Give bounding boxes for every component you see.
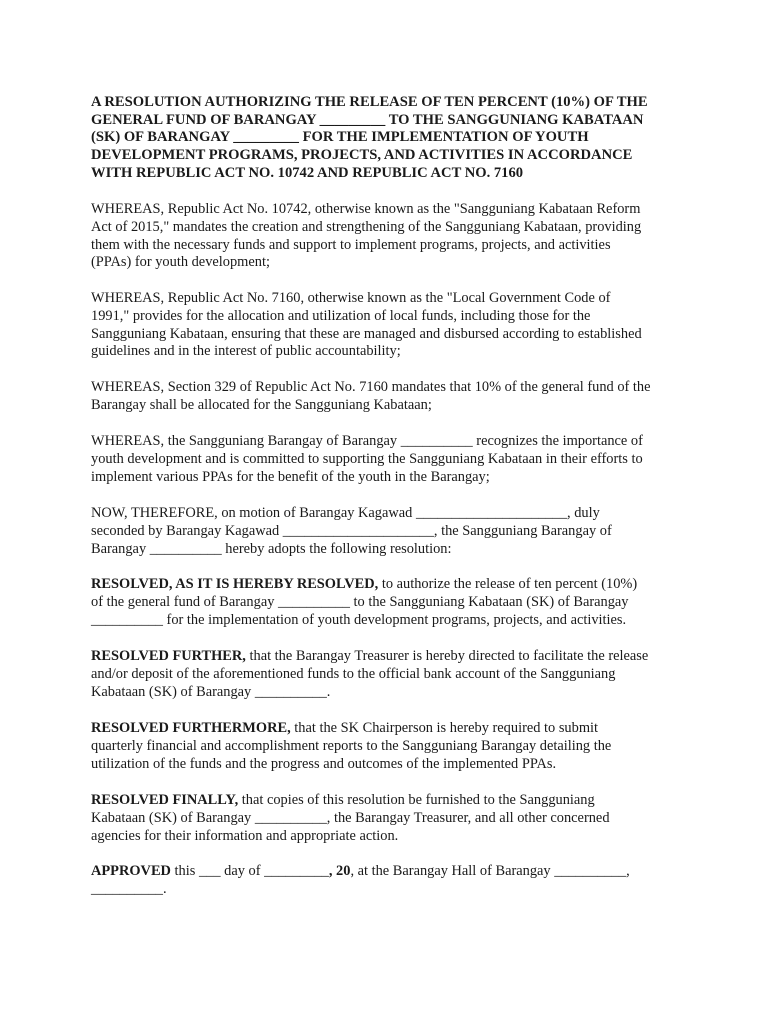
paragraph-line: WHEREAS, the Sangguniang Barangay of Barangay __________ recognizes the importance of	[91, 433, 643, 449]
paragraph-text: that the Barangay Treasurer is hereby directed to facilitate the release	[245, 648, 649, 664]
paragraph-line: (PPAs) for youth development;	[91, 254, 270, 271]
paragraph-line: __________.	[91, 880, 167, 897]
paragraph-line	[91, 576, 691, 594]
resolved-lead: RESOLVED FURTHERMORE,	[91, 720, 291, 736]
paragraph-line: utilization of the funds and the progress and outcomes of the implemented PPAs.	[91, 755, 557, 772]
paragraph-line: seconded by Barangay Kagawad _____________________, the Sangguniang Barangay of	[91, 522, 612, 539]
approved-lead: APPROVED	[91, 863, 171, 879]
paragraph-line: WHEREAS, Republic Act No. 7160, otherwise known as the "Local Government Code of	[91, 290, 611, 306]
paragraph-line	[91, 648, 691, 666]
whereas-paragraph-1	[91, 201, 691, 272]
paragraph-line: agencies for their information and appropriate action.	[91, 827, 399, 844]
paragraph-text: that copies of this resolution be furnished to the Sangguniang	[238, 792, 595, 808]
resolved-lead: RESOLVED FURTHER,	[91, 648, 246, 664]
paragraph-line	[91, 792, 691, 810]
paragraph-line: Barangay __________ hereby adopts the following resolution:	[91, 540, 452, 557]
paragraph-line: NOW, THEREFORE, on motion of Barangay Kagawad _____________________, duly	[91, 505, 600, 521]
title-line: GENERAL FUND OF BARANGAY _________ TO THE SANGGUNIANG KABATAAN	[91, 111, 644, 128]
paragraph-line: WHEREAS, Republic Act No. 10742, otherwise known as the "Sangguniang Kabataan Reform	[91, 201, 641, 217]
paragraph-line: Barangay shall be allocated for the Sangguniang Kabataan;	[91, 396, 432, 413]
paragraph-line: youth development and is committed to supporting the Sangguniang Kabataan in their efforts to	[91, 450, 643, 467]
now-therefore-paragraph	[91, 505, 691, 558]
resolved-lead: RESOLVED, AS IT IS HEREBY RESOLVED,	[91, 576, 379, 592]
paragraph-text: to authorize the release of ten percent (10%)	[378, 576, 638, 592]
resolved-lead: RESOLVED FINALLY,	[91, 792, 239, 808]
resolved-paragraph-1	[91, 576, 691, 629]
paragraph-line: them with the necessary funds and support to implement programs, projects, and activities	[91, 236, 611, 253]
paragraph-line: guidelines and in the interest of public accountability;	[91, 343, 401, 360]
whereas-paragraph-2	[91, 290, 691, 361]
approved-year: , 20	[328, 863, 351, 879]
paragraph-line: 1991," provides for the allocation and utilization of local funds, including those for the	[91, 307, 591, 324]
paragraph-line: __________ for the implementation of youth development programs, projects, and activities.	[91, 611, 627, 628]
approved-date-text: this ___ day of _________	[170, 863, 329, 879]
paragraph-line	[91, 863, 691, 881]
paragraph-line: of the general fund of Barangay __________ to the Sangguniang Kabataan (SK) of Barangay	[91, 593, 629, 610]
paragraph-line: Kabataan (SK) of Barangay __________.	[91, 683, 331, 700]
title-line: WITH REPUBLIC ACT NO. 10742 AND REPUBLIC ACT NO. 7160	[91, 164, 524, 181]
paragraph-line: quarterly financial and accomplishment reports to the Sangguniang Barangay detailing the	[91, 737, 612, 754]
approved-paragraph	[91, 863, 691, 899]
title-line: A RESOLUTION AUTHORIZING THE RELEASE OF TEN PERCENT (10%) OF THE	[91, 94, 648, 110]
whereas-paragraph-4	[91, 433, 691, 486]
paragraph-text: that the SK Chairperson is hereby required to submit	[290, 720, 599, 736]
paragraph-line	[91, 720, 691, 738]
paragraph-line: Sangguniang Kabataan, ensuring that these are managed and disbursed according to established	[91, 325, 642, 342]
paragraph-line: Act of 2015," mandates the creation and strengthening of the Sangguniang Kabataan, providing	[91, 218, 642, 235]
resolution-title	[91, 94, 691, 183]
resolved-paragraph-4	[91, 792, 691, 845]
paragraph-line: implement various PPAs for the benefit of the youth in the Barangay;	[91, 468, 490, 485]
approved-place-text: , at the Barangay Hall of Barangay __________,	[350, 863, 630, 879]
whereas-paragraph-3	[91, 379, 691, 415]
paragraph-line: and/or deposit of the aforementioned funds to the official bank account of the Sangguniang	[91, 665, 616, 682]
paragraph-line: WHEREAS, Section 329 of Republic Act No. 7160 mandates that 10% of the general fund of the	[91, 379, 651, 395]
resolved-paragraph-2	[91, 648, 691, 701]
resolved-paragraph-3	[91, 720, 691, 773]
paragraph-line: Kabataan (SK) of Barangay __________, the Barangay Treasurer, and all other concerned	[91, 809, 610, 826]
title-line: (SK) OF BARANGAY _________ FOR THE IMPLEMENTATION OF YOUTH	[91, 129, 589, 146]
title-line: DEVELOPMENT PROGRAMS, PROJECTS, AND ACTIVITIES IN ACCORDANCE	[91, 147, 633, 164]
